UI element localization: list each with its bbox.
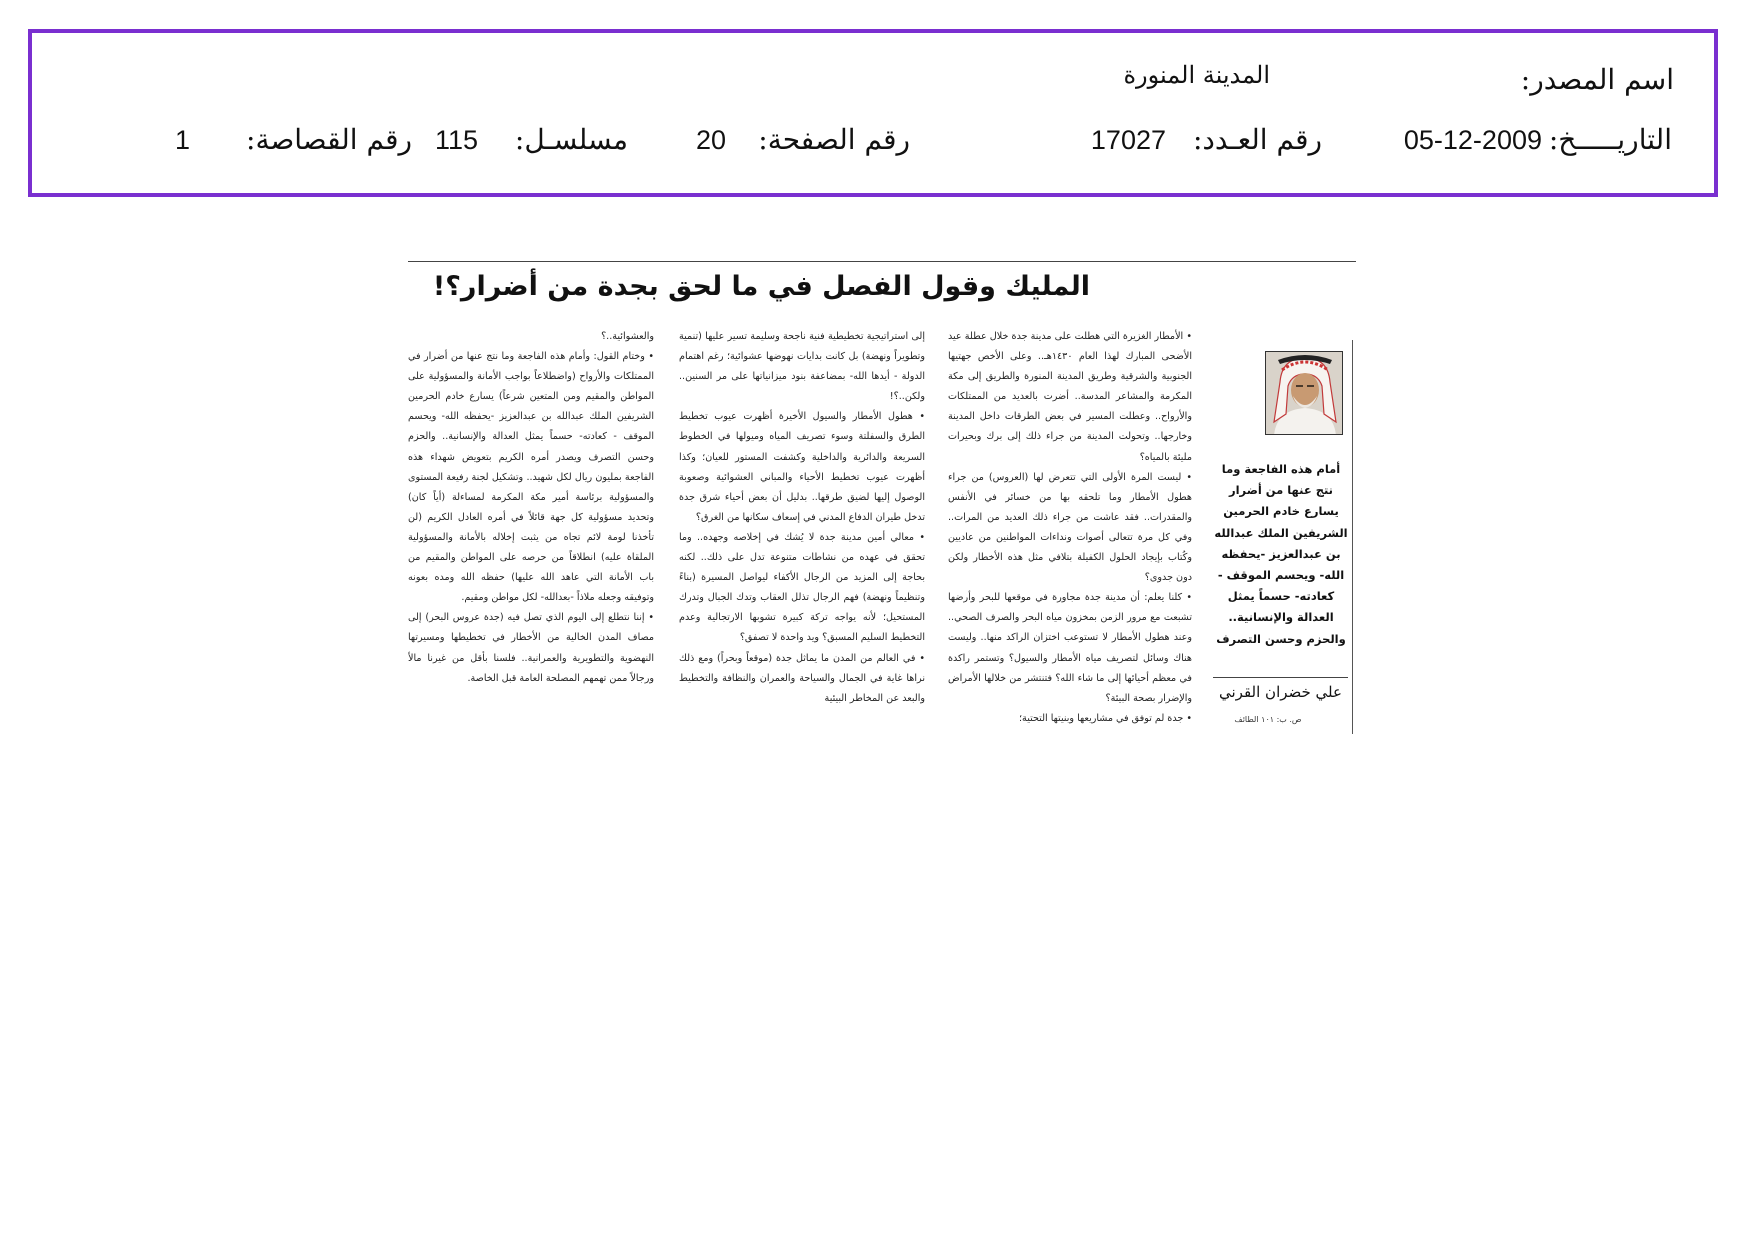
pull-quote: أمام هذه الفاجعة وما نتج عنها من أضرار يسارع خادم الحرمين الشريفين الملك عبدالله بن عبدالعزيز -يحفظه الله- ويحسم الموقف - كعادته- حسماً يمثل العدالة والإنسانية.. والحزم وحسن التصرف: [1214, 462, 1348, 646]
article-column-3: [408, 327, 654, 737]
column-1-paragraph: • جدة لم توفق في مشاريعها وبنيتها التحتية؛: [1019, 712, 1192, 724]
issue-value: 17027: [1090, 125, 1166, 155]
author-photo: [1265, 351, 1343, 435]
serial-value: 115: [434, 125, 478, 155]
column-2-paragraph: • في العالم من المدن ما يماثل جدة (موقعاً وبحراً) ومع ذلك نراها غاية في الجمال والسياحة والعمران والنظافة والتخطيط والبعد عن المخاطر البيئية: [679, 652, 925, 704]
article-column-2: [679, 327, 925, 737]
source-value: المدينة المنورة: [1123, 61, 1270, 89]
column-2-paragraph: إلى استراتيجية تخطيطية فنية ناجحة وسليمة تسير عليها (تنمية وتطويراً ونهضة) بل كانت بدايات نهوضها عشوائية؛ رغم اهتمام الدولة - أيدها الله- بمضاعفة بنود ميزانياتها على مر السنين.. ولكن..؟!: [679, 331, 925, 403]
article-headline: المليك وقول الفصل في ما لحق بجدة من أضرار؟!: [432, 271, 1090, 302]
issue-label: رقم العـدد:: [1192, 123, 1322, 156]
column-2-paragraph: • هطول الأمطار والسيول الأخيرة أظهرت عيوب تخطيط الطرق والسفلتة وسوء تصريف المياه وميولها في الخطوط السريعة والدائرية والداخلية وكشفت المستور للعيان؛ وكذا أظهرت عيوب تخطيط الأحياء والمباني العشوائية وصعوبة الوصول إليها لضيق طرقها.. بدليل أن بعض أحياء شرق جدة تدخل طيران الدفاع المدني في إسعاف سكانها من الغرق؟: [679, 411, 925, 523]
author-pobox: ص. ب: ١٠١ الطائف: [1234, 715, 1302, 724]
author-rule: [1213, 677, 1348, 678]
serial-label: مسلسـل:: [514, 123, 628, 156]
page-label: رقم الصفحة:: [758, 123, 910, 156]
article-top-rule: [408, 261, 1356, 262]
column-1-paragraph: • الأمطار الغزيرة التي هطلت على مدينة جدة خلال عطلة عيد الأضحى المبارك لهذا العام ١٤٣٠هـ.. وعلى الأخص جهتيها الجنوبية والشرقية وطريق المدينة المنورة والطريق إلى مكة المكرمة والمشاعر المدسة.. أضرت بالعديد من الممتلكات والأرواح.. وعطلت المسير في بعض الطرقات داخل المدينة وخارجها.. وتحولت المدينة من جراء ذلك إلى برك وبحيرات مليئة بالمياه؟: [948, 331, 1192, 463]
date-value: 05-12-2009: [1403, 125, 1542, 155]
author-portrait-icon: [1266, 352, 1343, 435]
author-name: علي خضران القرني: [1219, 683, 1342, 701]
clip-value: 1: [174, 125, 190, 155]
column-2-paragraph: • معالي أمين مدينة جدة لا يُشك في إخلاصه وجهده.. وما تحقق في عهده من نشاطات متنوعة تدل على ذلك.. لكنه بحاجة إلى المزيد من الرجال الأكفاء ليواصل المسيرة (بناءً وتنظيماً ونهضة) فهم الرجال تذلل العقاب وتدك الجبال وتدرك المستحيل؛ لأنه يواجه تركة كبيرة تشوبها الارتجالية وعدم التخطيط السليم المسبق؟ ويد واحدة لا تصفق؟: [679, 531, 925, 644]
column-1-paragraph: • ليست المرة الأولى التي تتعرض لها (العروس) من جراء هطول الأمطار وما تلحقه بها من خسائر في الأنفس والمقدرات.. فقد عاشت من جراء ذلك العديد من المرات.. وفي كل مرة تتعالى أصوات ونداءات المواطنين من عاديين وكُتاب بإيجاد الحلول الكفيلة بتلافي مثل هذه الأخطار ولكن دون جدوى؟: [948, 471, 1192, 584]
date-label: التاريـــــخ:: [1548, 123, 1672, 156]
article-column-1: [948, 327, 1192, 737]
source-label: اسم المصدر:: [1520, 63, 1674, 96]
page-value: 20: [695, 125, 726, 155]
column-divider: [1352, 340, 1353, 734]
column-3-paragraph: والعشوائية..؟: [601, 331, 654, 342]
column-1-paragraph: • كلنا يعلم: أن مدينة جدة مجاورة في موقعها للبحر وأرضها تشبعت مع مرور الزمن بمخزون مياه البحر والصرف الصحي.. وعند هطول الأمطار لا تستوعب اختزان الراكد منها.. وليست هناك وسائل لتصريف مياه الأمطار والسيول؟ وتستمر راكدة في معظم أحيائها إلى ما شاء الله؟ فتنتشر من خلالها الأمراض والإضرار بصحة البيئة؟: [948, 592, 1192, 704]
column-3-paragraph: • وختام القول: وأمام هذه الفاجعة وما نتج عنها من أضرار في الممتلكات والأرواح (واضطلاعاً بواجب الأمانة والمسؤولية على المواطن والمقيم ومن المتعين شرعاً) يسارع خادم الحرمين الشريفين الملك عبدالله بن عبدالعزيز -يحفظه الله- ويحسم الموقف - كعادته- حسماً يمثل العدالة والإنسانية.. والحزم وحسن التصرف ويصدر أمره الكريم بتعويض شهداء هذه الفاجعة بمليون ريال لكل شهيد.. وتشكيل لجنة رفيعة المستوى والمسؤولية برئاسة أمير مكة المكرمة لمساءلة (أياً كان) وتحديد مسؤولية كل جهة قائلاً في أمره العادل الكريم (لن تأخذنا لومة لائم تجاه من يثبت إخلاله بالأمانة والمسؤولية الملقاة عليه) انطلاقاً من حرصه على المواطن والمقيم من باب الأمانة التي عاهد الله عليها) حفظه الله ومده بعونه وتوفيقه وجعله ملاذاً -بعدالله- لكل مواطن ومقيم.: [408, 351, 654, 604]
column-3-paragraph: • إننا نتطلع إلى اليوم الذي تصل فيه (جدة عروس البحر) إلى مصاف المدن الخالية من الأخطار في تخطيطها ومسيرتها النهضوية والتطويرية والعمرانية.. فلسنا بأقل من غيرنا مالاً ورجالاً ممن تهمهم المصلحة العامة قبل الخاصة.: [408, 612, 654, 684]
clip-label: رقم القصاصة:: [246, 123, 412, 156]
clipping-info-box: [28, 29, 1718, 197]
